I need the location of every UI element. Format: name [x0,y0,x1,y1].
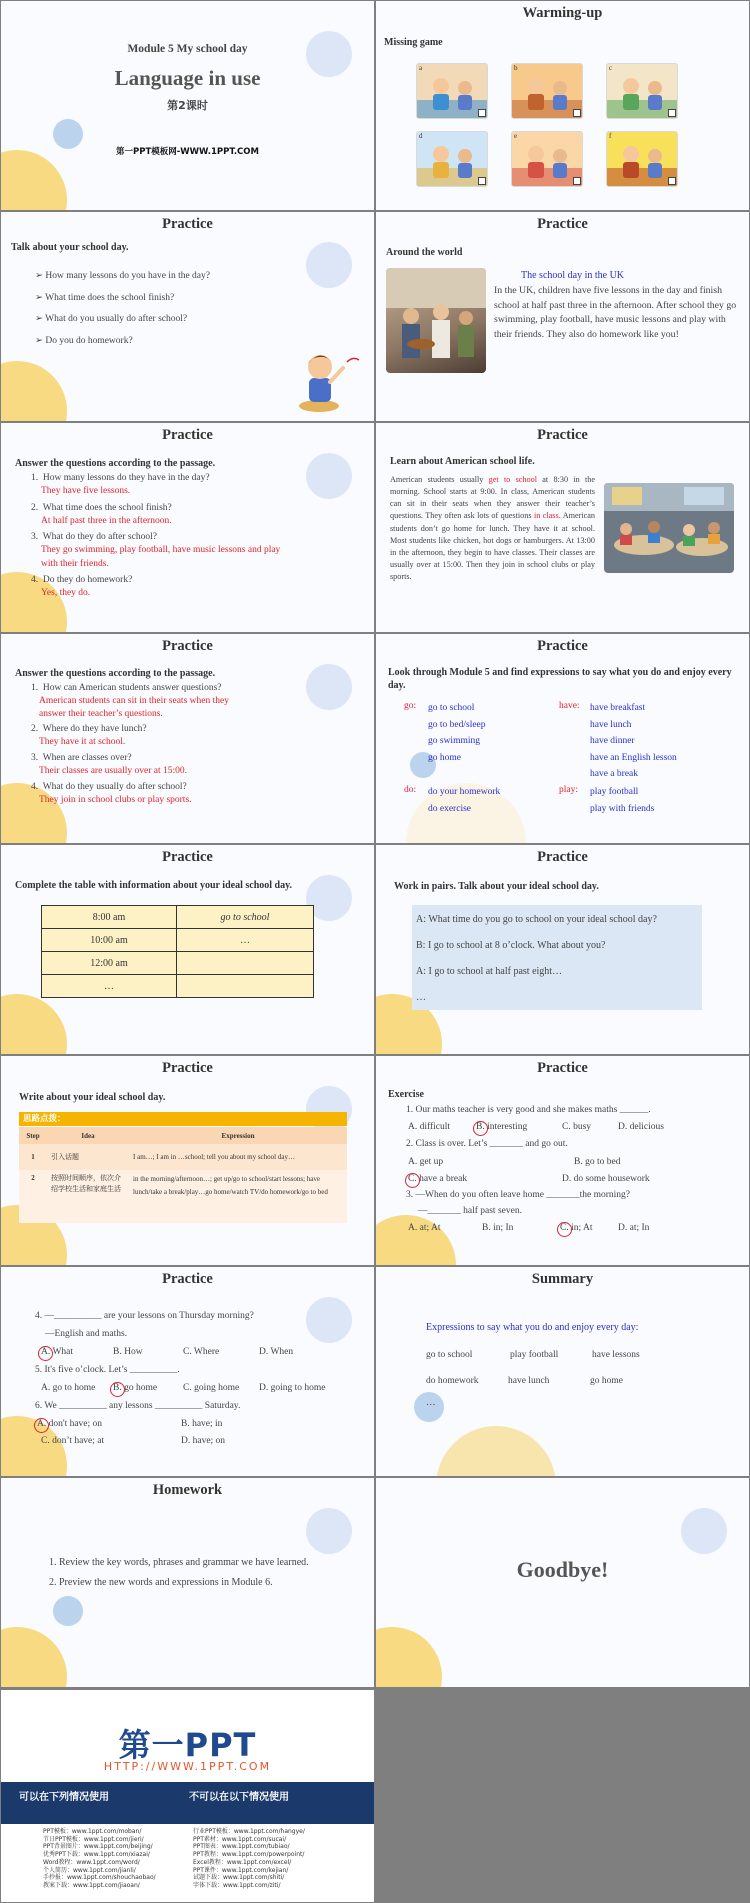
correct-answer-mark [405,1173,420,1188]
ad-link[interactable]: 试题下载：www.1ppt.com/shiti/ [193,1874,285,1882]
table-row [42,952,314,975]
decor-circle [1,150,67,210]
group-label-play: play: [559,785,578,795]
table-row [42,906,314,929]
idea-cell: 按照时间顺序，依次介绍学校生活和家庭生活 [51,1174,121,1194]
correct-answer-mark [557,1222,572,1237]
article-body: American students usually get to school at 8:30 in the morning. School starts at 9:00. In class, American students can sit in their seats when they answer their teacher’s questions. They often ask lots of questions in class. American students don’t go home for lunch. They have it at school. Most students like chicken, hot dogs or hamburgers. At 13:00 in the afternoon, they begin to have classes. Their classes are usually over at 15:00. Then they join in school clubs or play sports. [390,475,596,582]
slide-title: Warming-up [522,5,603,21]
page-title: Language in use [114,66,261,90]
checkbox[interactable] [478,177,486,185]
decor-circle [53,119,83,149]
list-item: ➢ What do you usually do after school? [35,314,188,324]
dialogue-line: … [416,992,426,1003]
decor-circle [306,242,352,288]
correct-answer-mark [34,1418,49,1433]
list-item: ➢ Do you do homework? [35,335,133,346]
slide-write [1,1056,374,1265]
question: 1. How many lessons do they have in the day? [31,473,210,483]
option: B. How [113,1347,143,1357]
decor-circle [1,361,67,421]
question: 5. It's five o’clock. Let’s __________. [35,1365,180,1375]
expression-group-play [590,784,654,817]
decor-circle [1,994,67,1054]
slide-around-the-world [376,212,749,421]
question: 2. Class is over. Let’s _______ and go out. [406,1139,568,1149]
decor-circle [681,1508,727,1554]
expression: have breakfast [590,703,646,713]
slide-practice-quiz [1,1267,374,1476]
slide-subtitle: Talk about your school day. [11,242,129,253]
option: A. at; At [408,1223,441,1233]
correct-answer-mark [110,1382,125,1397]
column-header: Idea [81,1131,95,1140]
lesson-label: 第2课时 [167,99,208,112]
question-line: —English and maths. [45,1329,128,1339]
correct-answer-mark [473,1121,488,1136]
expression: play football [590,787,639,797]
decor-circle [376,1627,442,1687]
decor-circle [306,1508,352,1554]
ad-link[interactable]: PPT素材：www.1ppt.com/sucai/ [193,1835,287,1843]
expression: go to bed/sleep [428,719,486,730]
answer: Yes, they do. [41,588,91,599]
ad-link[interactable]: PPT模板：www.1ppt.com/moban/ [43,1828,142,1835]
group-label-have: have: [559,701,580,711]
option: A. don't have; on [37,1419,103,1429]
exercise-label: Exercise [388,1089,424,1100]
group-label-do: do: [404,785,417,795]
ad-link[interactable]: 手抄报：www.1ppt.com/shouchaobao/ [43,1874,156,1882]
expression: do homework [426,1376,479,1386]
table-row [42,929,314,952]
scene-card [606,63,678,119]
slide-title: Practice [162,1271,213,1287]
question: 3. When are classes over? [31,753,132,764]
slide-title: Practice [162,427,213,443]
expression-group-do [428,784,500,817]
slide-exercise [376,1056,749,1265]
scene-card [511,63,583,119]
scene-card [416,63,488,119]
list-item: ➢ What time does the school finish? [35,292,175,303]
step-cell: 2 [31,1174,35,1182]
option: B. interesting [476,1122,528,1132]
scene-letter: f [609,132,612,140]
ad-link[interactable]: PPT图表：www.1ppt.com/tubiao/ [193,1843,290,1851]
slide-title: Practice [162,1060,213,1076]
slide-title: Practice [162,638,213,654]
slide-subtitle: Answer the questions according to the passage. [15,458,216,469]
steps-table [19,1127,347,1223]
question: 1. Our maths teacher is very good and she makes maths ______. [406,1105,651,1115]
slide-american-school [376,423,749,632]
homework-list [49,1553,309,1593]
time-cell: 10:00 am [42,929,177,952]
module-title: Module 5 My school day [127,43,248,55]
answer: They have it at school. [39,737,126,748]
slide-goodbye [376,1478,749,1687]
answer: They go swimming, play football, have music lessons and play with their friends. [41,545,281,569]
slide-title: Practice [537,638,588,654]
slide-answer-us [1,634,374,843]
slide-title: Summary [531,1271,594,1287]
expression: go to school [426,1350,473,1360]
qa-list [31,682,251,806]
expression: have an English lesson [590,752,677,763]
summary-heading: Expressions to say what you do and enjoy every day: [426,1322,639,1333]
ad-link[interactable]: 个人简历：www.1ppt.com/jianli/ [43,1866,136,1874]
expression: play football [510,1350,559,1360]
expression: do exercise [428,803,471,814]
question: 4. Do they do homework? [31,575,133,586]
slide-complete-table [1,845,374,1054]
table-row [19,1144,347,1170]
option: C. have a break [408,1174,468,1184]
ad-links-right [193,1828,305,1890]
classroom-photo [386,268,486,373]
column-header: Expression [221,1131,255,1140]
ad-link[interactable]: PPT教程：www.1ppt.com/powerpoint/ [193,1851,305,1859]
slide-title: Practice [537,1060,588,1076]
slide-title: Practice [537,849,588,865]
activity-cell: go to school [177,906,314,929]
option: D. at; In [618,1223,650,1233]
scene-letter: a [419,64,423,72]
question: 2. What time does the school finish? [31,502,172,513]
option: A. go to home [41,1383,96,1393]
expression-cell: I am…; I am in …school; tell you about my school day… [133,1153,295,1161]
option: C. going home [183,1383,240,1393]
scene-letter: b [514,64,518,72]
ad-link[interactable]: PPT课件：www.1ppt.com/kejian/ [193,1866,289,1874]
expression: have lunch [590,719,632,730]
scene-letter: c [609,64,613,72]
time-cell: … [42,975,177,998]
expression: have a break [590,769,638,780]
list-item: 1. Review the key words, phrases and grammar we have learned. [49,1557,309,1568]
article-body: In the UK, children have five lessons in the day and finish school at half past three in the afternoon. After school they go swimming, play football, have music lessons and play with their friends. They also do homework like you! [494,285,737,341]
time-cell: 8:00 am [42,906,177,929]
expression: go to school [428,703,475,713]
column-header: Step [26,1131,40,1140]
goodbye-text: Goodbye! [516,1557,609,1582]
step-cell: 1 [31,1153,35,1161]
ad-panel [1,1690,374,1902]
slide-subtitle: Missing game [384,37,443,48]
correct-answer-mark [38,1346,53,1361]
option: D. do some housework [562,1174,650,1184]
slide-title: Practice [537,427,588,443]
ad-link[interactable]: 优秀PPT下载：www.1ppt.com/xiazai/ [43,1851,150,1859]
brand-url[interactable]: HTTP://WWW.1PPT.COM [103,1760,272,1773]
expression: go home [590,1376,623,1386]
slide-subtitle: Around the world [386,247,463,258]
option: A. difficult [408,1122,451,1132]
expression: have dinner [590,736,635,747]
slide-subtitle: Write about your ideal school day. [19,1092,166,1103]
dialogue-line: B: I go to school at 8 o’clock. What about you? [416,940,606,951]
checkbox[interactable] [668,177,676,185]
question: 4. What do they usually do after school? [31,781,187,792]
allowed-title: 可以在下列情况使用 [19,1792,109,1803]
slide-talk-school-day [1,212,374,421]
expression: go swimming [428,736,480,747]
option: C. in; At [560,1223,593,1233]
ad-link[interactable]: 字体下载：www.1ppt.com/ziti/ [193,1881,281,1889]
ad-banner [1,1782,374,1824]
slide-summary [376,1267,749,1476]
option: B. in; In [482,1223,514,1233]
slide-subtitle: Answer the questions according to the passage. [15,668,216,679]
checkbox[interactable] [573,109,581,117]
decor-circle [53,1596,83,1626]
option: A. What [41,1347,74,1357]
slide-subtitle: Work in pairs. Talk about your ideal school day. [394,881,599,892]
slide-title: Practice [162,849,213,865]
slide-title: Practice [162,216,213,232]
activity-cell [177,975,314,998]
qa-list [31,472,331,601]
expression-group-go [428,700,486,766]
brand-logo: 第一PPT [118,1726,257,1764]
question: 3. —When do you often leave home _______the morning? [406,1190,630,1200]
slide-work-in-pairs [376,845,749,1054]
ellipsis: … [426,1398,436,1408]
table-row [19,1170,347,1223]
article-heading: The school day in the UK [521,270,625,281]
ad-link[interactable]: Word教程：www.1ppt.com/word/ [43,1858,140,1866]
ad-link[interactable]: 行业PPT模板：www.1ppt.com/hangye/ [193,1828,305,1835]
option: C. Where [183,1347,220,1357]
expression: do your homework [428,787,501,797]
slide-subtitle: Complete the table with information about your ideal school day. [15,880,293,891]
slide-warming-up [376,1,749,210]
list-item: 2. Preview the new words and expressions in Module 6. [49,1577,273,1588]
expression: have lunch [508,1376,550,1386]
question: 2. Where do they have lunch? [31,724,147,735]
answer: Their classes are usually over at 15:00. [39,765,187,776]
scene-card [606,131,678,187]
scene-letter: e [514,132,518,140]
activity-cell: … [177,929,314,952]
time-cell: 12:00 am [42,952,177,975]
option: C. don’t have; at [41,1436,105,1446]
classroom-photo [604,483,734,573]
activity-cell [177,952,314,975]
decor-circle [436,1426,556,1476]
tip-banner: 思路点拨： [19,1112,347,1126]
slide-subtitle: Learn about American school life. [390,456,535,467]
expression: have lessons [592,1350,640,1360]
table-header [19,1127,347,1144]
slide-cover [1,1,374,210]
group-label-go: go: [404,701,417,711]
slide-homework [1,1478,374,1687]
dialogue-line: A: What time do you go to school on your ideal school day? [416,914,657,925]
ad-link[interactable]: 教案下载：www.1ppt.com/jiaoan/ [43,1881,140,1889]
slide-answer-uk [1,423,374,632]
forbidden-title: 不可以在以下情况使用 [189,1792,289,1803]
decor-circle [306,664,352,710]
question-line: —_______ half past seven. [418,1206,522,1216]
option: B. have; in [181,1419,223,1429]
question: 6. We __________ any lessons __________ Saturday. [35,1401,241,1411]
checkbox[interactable] [668,109,676,117]
dialogue [416,907,657,1011]
ad-link[interactable]: Excel教程：www.1ppt.com/excel/ [193,1858,292,1866]
expression: go home [428,752,461,763]
ad-link[interactable]: 节日PPT模板：www.1ppt.com/jieri/ [43,1835,144,1843]
slide-title: Practice [537,216,588,232]
option: B. go to bed [574,1157,621,1167]
option: D. going to home [259,1383,326,1393]
slide-title: Homework [152,1482,223,1498]
decor-circle [1,1627,67,1687]
scene-card [416,131,488,187]
checkbox[interactable] [573,177,581,185]
expression-group-have [590,700,677,783]
answer: They join in school clubs or play sports. [39,794,192,805]
ad-links-left [43,1828,156,1890]
answer: American students can sit in their seats when they answer their teacher’s questions. [39,695,229,719]
question: 1. How can American students answer questions? [31,683,222,693]
checkbox[interactable] [478,109,486,117]
question: 3. What do they do after school? [31,532,157,543]
answer: They have five lessons. [41,486,131,497]
option: D. have; on [181,1436,226,1446]
option: D. When [259,1347,294,1357]
slide-subtitle: Look through Module 5 and find expressions to say what you do and enjoy every day. [388,667,732,691]
slide-expressions [376,634,749,843]
dialogue-line: A: I go to school at half past eight… [416,966,563,977]
scene-letter: d [419,132,423,140]
option: D. delicious [618,1122,664,1132]
boy-illustration [291,342,361,417]
expression-cell: in the morning/afternoon…; get up/go to school/start lessons; have lunch/take a break/play…go home/watch TV/do homework/go to bed [133,1175,328,1196]
ad-link[interactable]: PPT背景图片：www.1ppt.com/beijing/ [43,1843,153,1851]
option: B. go home [113,1383,158,1393]
table-row [42,975,314,998]
idea-cell: 引入话题 [51,1153,79,1161]
question: 4. —__________ are your lessons on Thursday morning? [35,1311,254,1321]
answer: At half past three in the afternoon. [41,515,172,526]
option: A. get up [408,1157,444,1167]
list-item: ➢ How many lessons do you have in the day? [35,271,210,281]
option: C. busy [562,1122,592,1132]
expression: play with friends [590,803,655,814]
decor-circle [306,1297,352,1343]
question-list [35,266,210,352]
schedule-table [41,905,314,998]
scene-card [511,131,583,187]
footer-site: 第一PPT模板网-WWW.1PPT.COM [116,147,259,157]
